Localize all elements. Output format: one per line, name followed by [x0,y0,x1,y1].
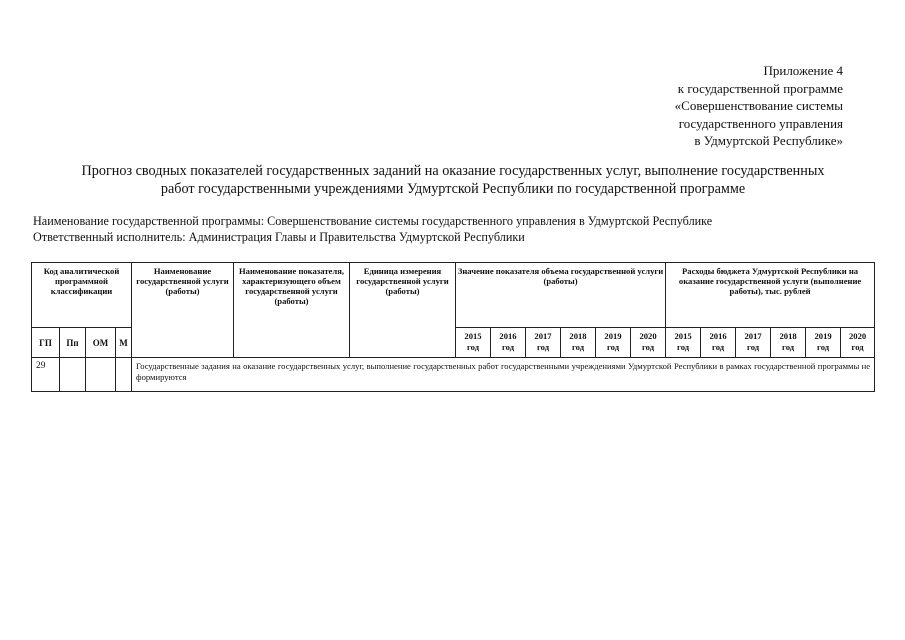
expense-year-cell [771,328,806,358]
year-unit: год [851,341,864,352]
year-unit: год [782,341,795,352]
year-unit: год [466,341,480,352]
year-unit: год [536,341,550,352]
header-code: Код аналитической программной классификации [32,263,132,328]
appendix-line: Приложение 4 [763,63,843,78]
appendix-line: в Удмуртской Республике» [694,133,843,148]
year-unit: год [712,341,725,352]
title-line-2: работ государственными учреждениями Удмуртской Республики по государственной программе [160,181,746,197]
year-unit: год [817,341,830,352]
year-label: 2015 [464,331,482,341]
expense-year-cell [666,328,701,358]
code-col-gp: ГП [32,328,60,358]
appendix-line: государственного управления [678,115,843,131]
expense-year-cell [806,328,841,358]
program-name: Наименование государственной программы: Совершенствование системы государственного управления в Удмуртской Республике [33,214,713,228]
appendix-line: к государственной программе [677,80,843,96]
year-unit: год [501,341,515,352]
expense-year-cell [736,328,771,358]
year-unit: год [641,341,655,352]
appendix-reference [583,62,843,150]
year-label: 2017 [744,331,762,341]
year-unit: год [571,341,585,352]
header-expenses: Расходы бюджета Удмуртской Республики на оказание государственной услуги (выполнение работы), тыс. рублей [666,263,875,328]
row-gp-code: 29 [32,358,60,392]
year-label: 2019 [604,331,622,341]
value-year-cell [526,328,561,358]
program-info [33,213,712,245]
row-pp-code [60,358,86,392]
year-label: 2016 [709,331,727,341]
year-label: 2020 [639,331,657,341]
title-line-1: Прогноз сводных показателей государственных заданий на оказание государственных услуг, выполнение государственных [81,163,825,179]
year-label: 2018 [569,331,587,341]
row-note: Государственные задания на оказание государственных услуг, выполнение государственных работ государственными учреждениями Удмуртской Республики в рамках государственной программы не формируются [132,358,875,392]
code-col-pp: Пп [60,328,86,358]
year-label: 2017 [534,331,552,341]
value-year-cell [456,328,491,358]
value-year-cell [631,328,666,358]
indicators-table [31,262,875,392]
code-col-m: М [116,328,132,358]
year-label: 2020 [848,331,867,341]
header-indicator-value: Значение показателя объема государственной услуги (работы) [456,263,666,328]
year-label: 2016 [499,331,517,341]
value-year-cell [596,328,631,358]
row-om-code [86,358,116,392]
header-unit: Единица измерения государственной услуги (работы) [350,263,456,358]
code-col-om: ОМ [86,328,116,358]
year-unit: год [677,341,690,352]
year-unit: год [606,341,620,352]
header-indicator-name: Наименование показателя, характеризующего объем государственной услуги (работы) [234,263,350,358]
year-label: 2019 [814,331,832,341]
value-year-cell [491,328,526,358]
year-label: 2015 [674,331,692,341]
document-title [28,162,878,198]
row-m-code [116,358,132,392]
table-row [32,358,875,392]
year-label: 2018 [779,331,797,341]
expense-year-cell [841,328,875,358]
appendix-line: «Совершенствование системы [674,98,843,113]
header-service-name: Наименование государственной услуги (работы) [132,263,234,358]
year-unit: год [747,341,760,352]
responsible-executor: Ответственный исполнитель: Администрация Главы и Правительства Удмуртской Республики [33,230,525,244]
value-year-cell [561,328,596,358]
expense-year-cell [701,328,736,358]
